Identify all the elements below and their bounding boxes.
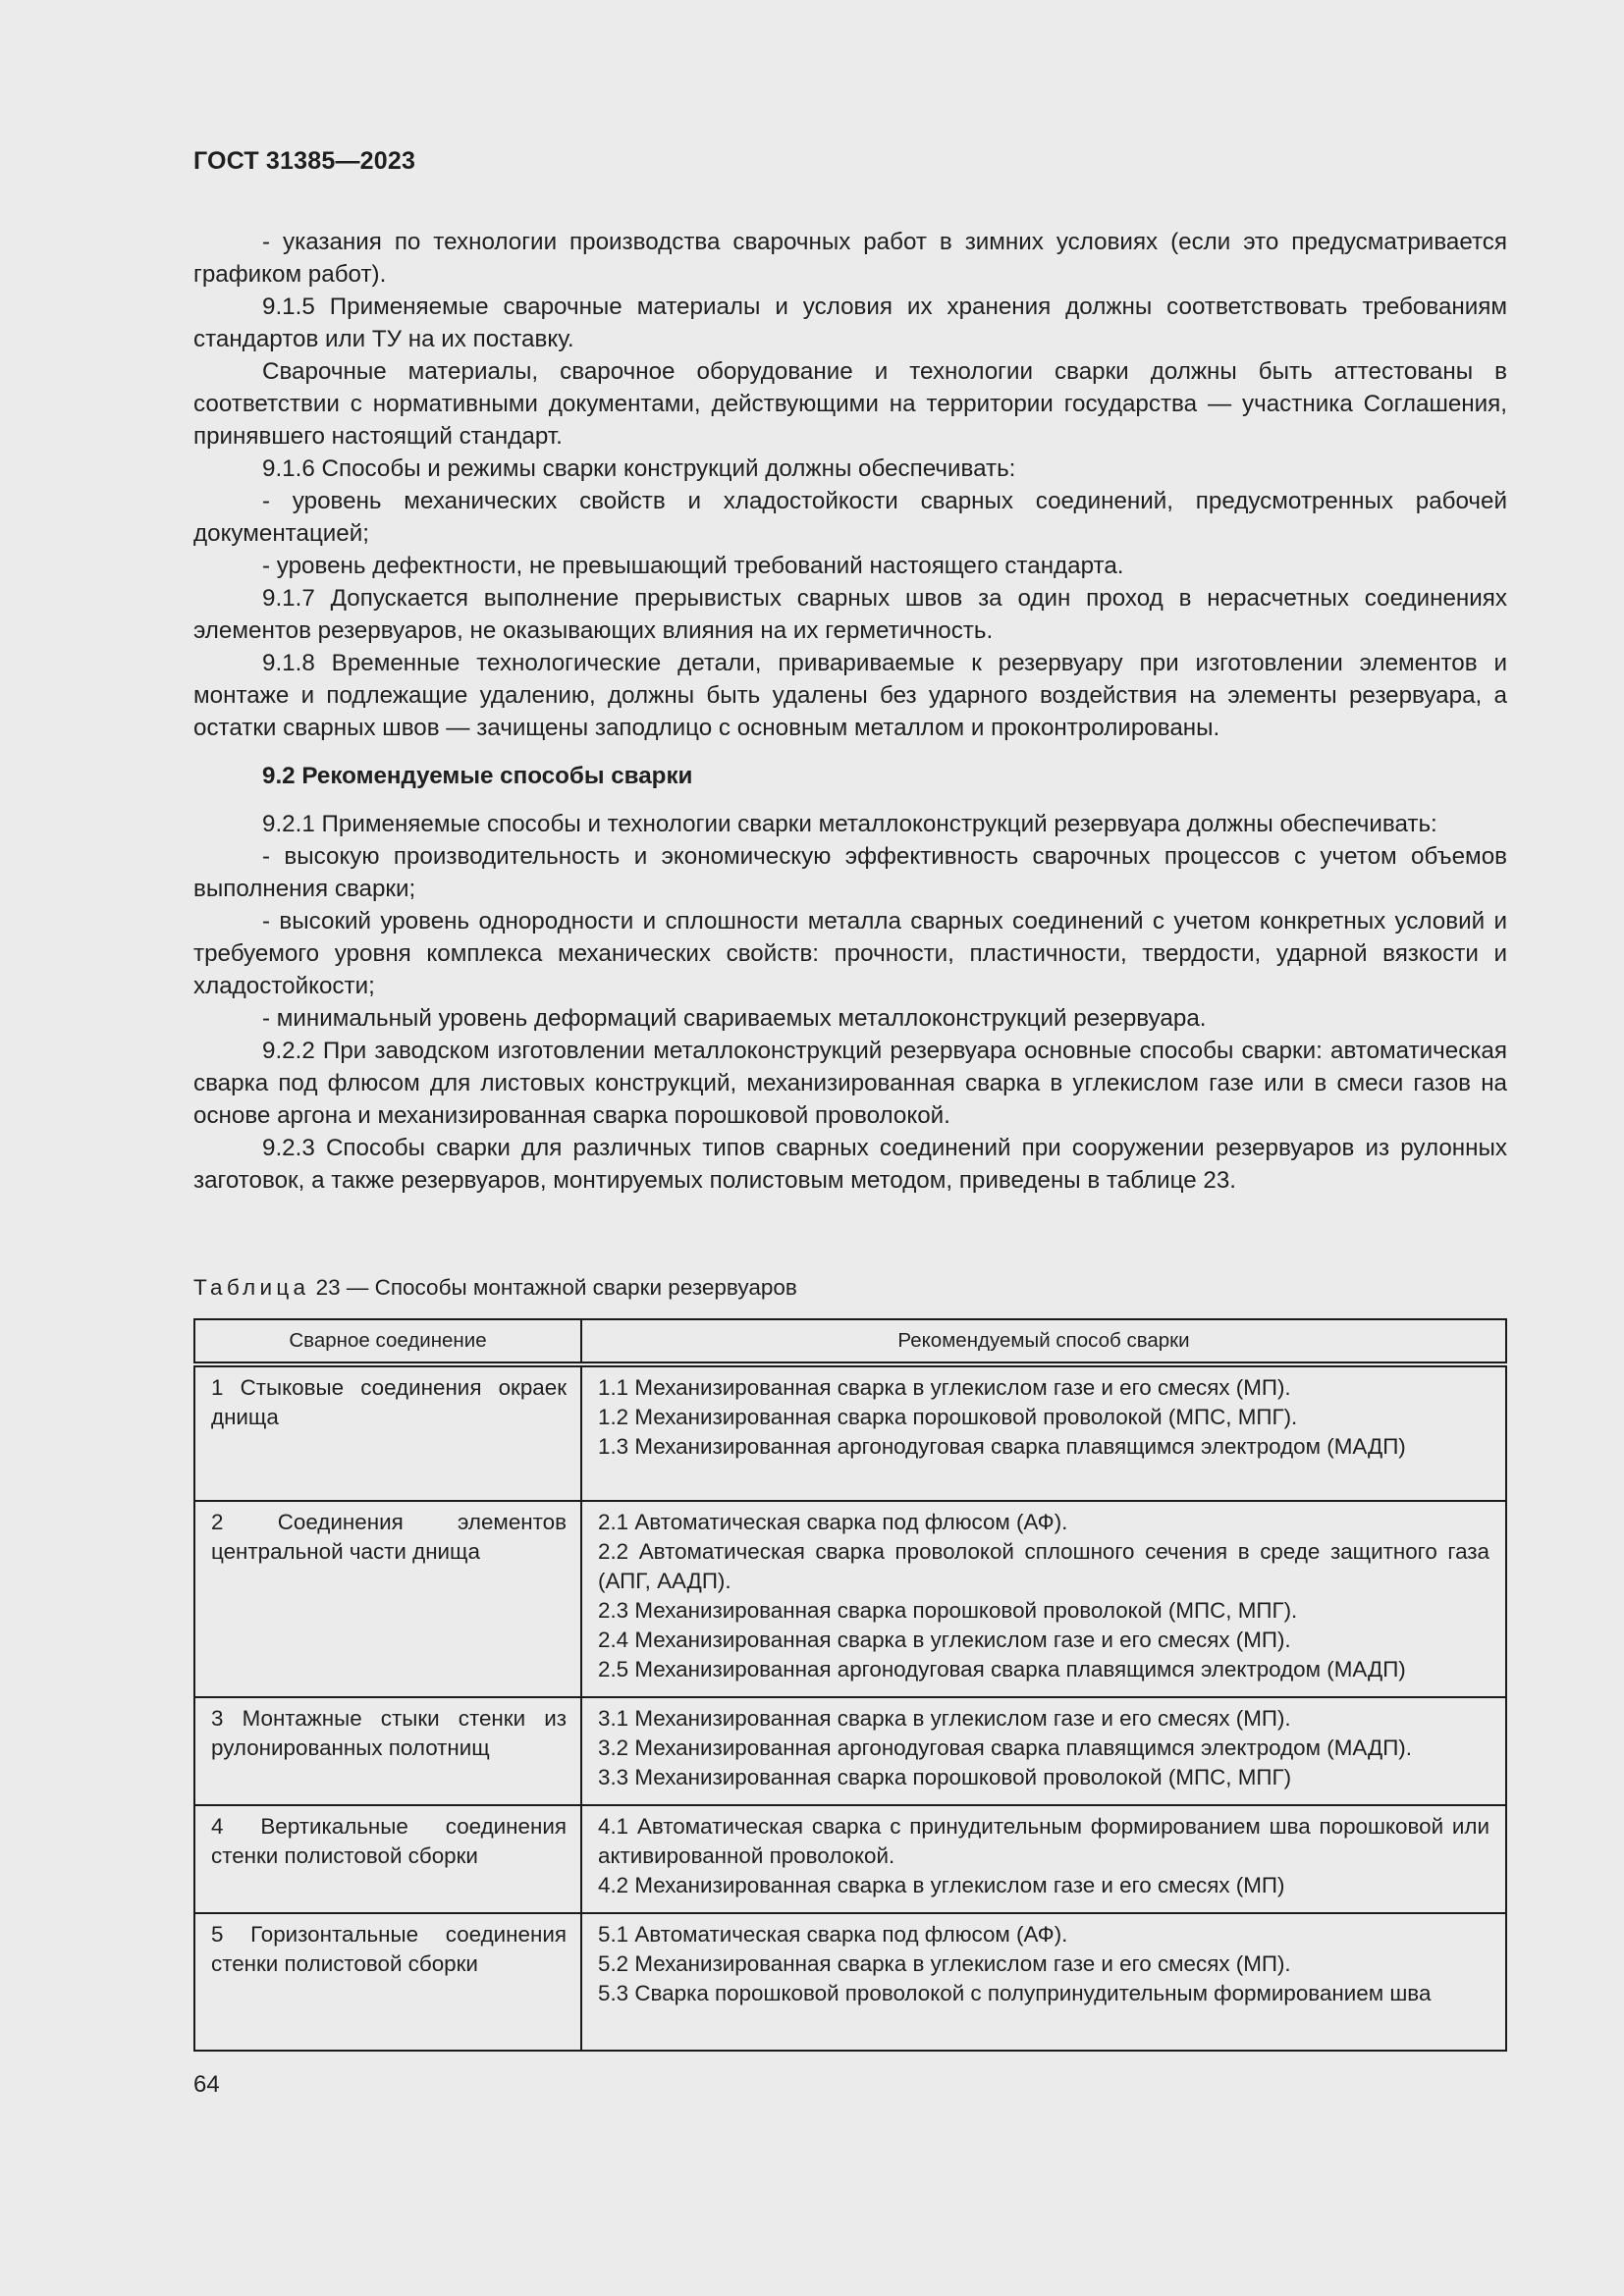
paragraph: - указания по технологии производства сварочных работ в зимних условиях (если это предусматривается графиком работ). bbox=[193, 229, 1507, 288]
method-item: 2.2 Автоматическая сварка проволокой сплошного сечения в среде защитного газа (АПГ, ААДП). bbox=[598, 1539, 1489, 1593]
paragraph: - высокий уровень однородности и сплошности металла сварных соединений с учетом конкретных условий и требуемого уровня комплекса механических свойств: прочности, пластичности, твердости, ударной вязкости и хладостойкости; bbox=[193, 908, 1507, 999]
method-cell bbox=[581, 1697, 1506, 1805]
welding-methods-table bbox=[193, 1318, 1507, 2052]
joint-cell: 5 Горизонтальные соединения стенки полистовой сборки bbox=[194, 1913, 581, 2051]
column-header-method: Рекомендуемый способ сварки bbox=[581, 1319, 1506, 1364]
table-row bbox=[194, 1913, 1506, 2051]
joint-cell: 4 Вертикальные соединения стенки полистовой сборки bbox=[194, 1805, 581, 1913]
method-item: 3.2 Механизированная аргонодуговая сварка плавящимся электродом (МАДП). bbox=[598, 1735, 1412, 1760]
document-title: ГОСТ 31385—2023 bbox=[193, 147, 416, 175]
paragraph: 9.2.1 Применяемые способы и технологии сварки металлоконструкций резервуара должны обеспечивать: bbox=[262, 811, 1437, 837]
method-item: 5.2 Механизированная сварка в углекислом газе и его смесях (МП). bbox=[598, 1951, 1291, 1976]
column-header-joint: Сварное соединение bbox=[194, 1319, 581, 1364]
joint-cell: 1 Стыковые соединения окраек днища bbox=[194, 1364, 581, 1501]
table-row bbox=[194, 1501, 1506, 1697]
table-row bbox=[194, 1697, 1506, 1805]
table-caption bbox=[193, 1275, 797, 1301]
paragraph: - минимальный уровень деформаций свариваемых металлоконструкций резервуара. bbox=[262, 1005, 1207, 1032]
paragraph: Сварочные материалы, сварочное оборудование и технологии сварки должны быть аттестованы в соответствии с нормативными документами, действующими на территории государства — участника Соглашения, принявшего настоящий стандарт. bbox=[193, 358, 1507, 450]
method-item: 2.1 Автоматическая сварка под флюсом (АФ). bbox=[598, 1510, 1068, 1534]
method-item: 4.1 Автоматическая сварка с принудительным формированием шва порошковой или активированной проволокой. bbox=[598, 1814, 1489, 1868]
method-item: 2.3 Механизированная сварка порошковой проволокой (МПС, МПГ). bbox=[598, 1598, 1298, 1623]
method-cell bbox=[581, 1913, 1506, 2051]
method-item: 5.1 Автоматическая сварка под флюсом (АФ). bbox=[598, 1922, 1068, 1947]
joint-cell: 2 Соединения элементов центральной части днища bbox=[194, 1501, 581, 1697]
table-caption-text: 23 — Способы монтажной сварки резервуаров bbox=[309, 1275, 797, 1300]
paragraph: 9.2.3 Способы сварки для различных типов сварных соединений при сооружении резервуаров из рулонных заготовок, а также резервуаров, монтируемых полистовым методом, приведены в таблице 23. bbox=[193, 1135, 1507, 1194]
method-item: 3.3 Механизированная сварка порошковой проволокой (МПС, МПГ) bbox=[598, 1765, 1292, 1789]
paragraph: - высокую производительность и экономическую эффективность сварочных процессов с учетом объемов выполнения сварки; bbox=[193, 843, 1507, 902]
paragraph: 9.1.5 Применяемые сварочные материалы и условия их хранения должны соответствовать требованиям стандартов или ТУ на их поставку. bbox=[193, 294, 1507, 352]
method-item: 2.4 Механизированная сварка в углекислом газе и его смесях (МП). bbox=[598, 1628, 1291, 1652]
paragraph: - уровень механических свойств и хладостойкости сварных соединений, предусмотренных рабочей документацией; bbox=[193, 488, 1507, 547]
method-item: 4.2 Механизированная сварка в углекислом газе и его смесях (МП) bbox=[598, 1873, 1285, 1897]
paragraph: 9.2.2 При заводском изготовлении металлоконструкций резервуара основные способы сварки: автоматическая сварка под флюсом для листовых конструкций, механизированная сварка в углекислом газе или в смеси газов на основе аргона и механизированная сварка порошковой проволокой. bbox=[193, 1038, 1507, 1129]
method-cell bbox=[581, 1501, 1506, 1697]
method-item: 1.1 Механизированная сварка в углекислом газе и его смесях (МП). bbox=[598, 1375, 1291, 1400]
paragraph: 9.1.7 Допускается выполнение прерывистых сварных швов за один проход в нерасчетных соединениях элементов резервуаров, не оказывающих влияния на их герметичность. bbox=[193, 585, 1507, 644]
body-text bbox=[193, 226, 1507, 1197]
table-row bbox=[194, 1805, 1506, 1913]
section-heading: 9.2 Рекомендуемые способы сварки bbox=[262, 763, 693, 789]
joint-cell: 3 Монтажные стыки стенки из рулонированных полотнищ bbox=[194, 1697, 581, 1805]
method-cell bbox=[581, 1364, 1506, 1501]
method-item: 5.3 Сварка порошковой проволокой с полупринудительным формированием шва bbox=[598, 1981, 1432, 2005]
paragraph: 9.1.6 Способы и режимы сварки конструкций должны обеспечивать: bbox=[262, 455, 1016, 482]
paragraph: 9.1.8 Временные технологические детали, привариваемые к резервуару при изготовлении элементов и монтаже и подлежащие удалению, должны быть удалены без ударного воздействия на элементы резервуара, а остатки сварных швов — зачищены заподлицо с основным металлом и проконтролированы. bbox=[193, 650, 1507, 741]
table-row bbox=[194, 1364, 1506, 1501]
table-caption-label: Таблица bbox=[193, 1275, 310, 1300]
page-number: 64 bbox=[193, 2071, 220, 2098]
method-item: 1.2 Механизированная сварка порошковой проволокой (МПС, МПГ). bbox=[598, 1405, 1298, 1429]
method-item: 1.3 Механизированная аргонодуговая сварка плавящимся электродом (МАДП) bbox=[598, 1434, 1406, 1459]
method-item: 3.1 Механизированная сварка в углекислом газе и его смесях (МП). bbox=[598, 1706, 1291, 1731]
method-item: 2.5 Механизированная аргонодуговая сварка плавящимся электродом (МАДП) bbox=[598, 1657, 1406, 1682]
method-cell bbox=[581, 1805, 1506, 1913]
paragraph: - уровень дефектности, не превышающий требований настоящего стандарта. bbox=[262, 553, 1124, 579]
table-header-row bbox=[194, 1319, 1506, 1364]
